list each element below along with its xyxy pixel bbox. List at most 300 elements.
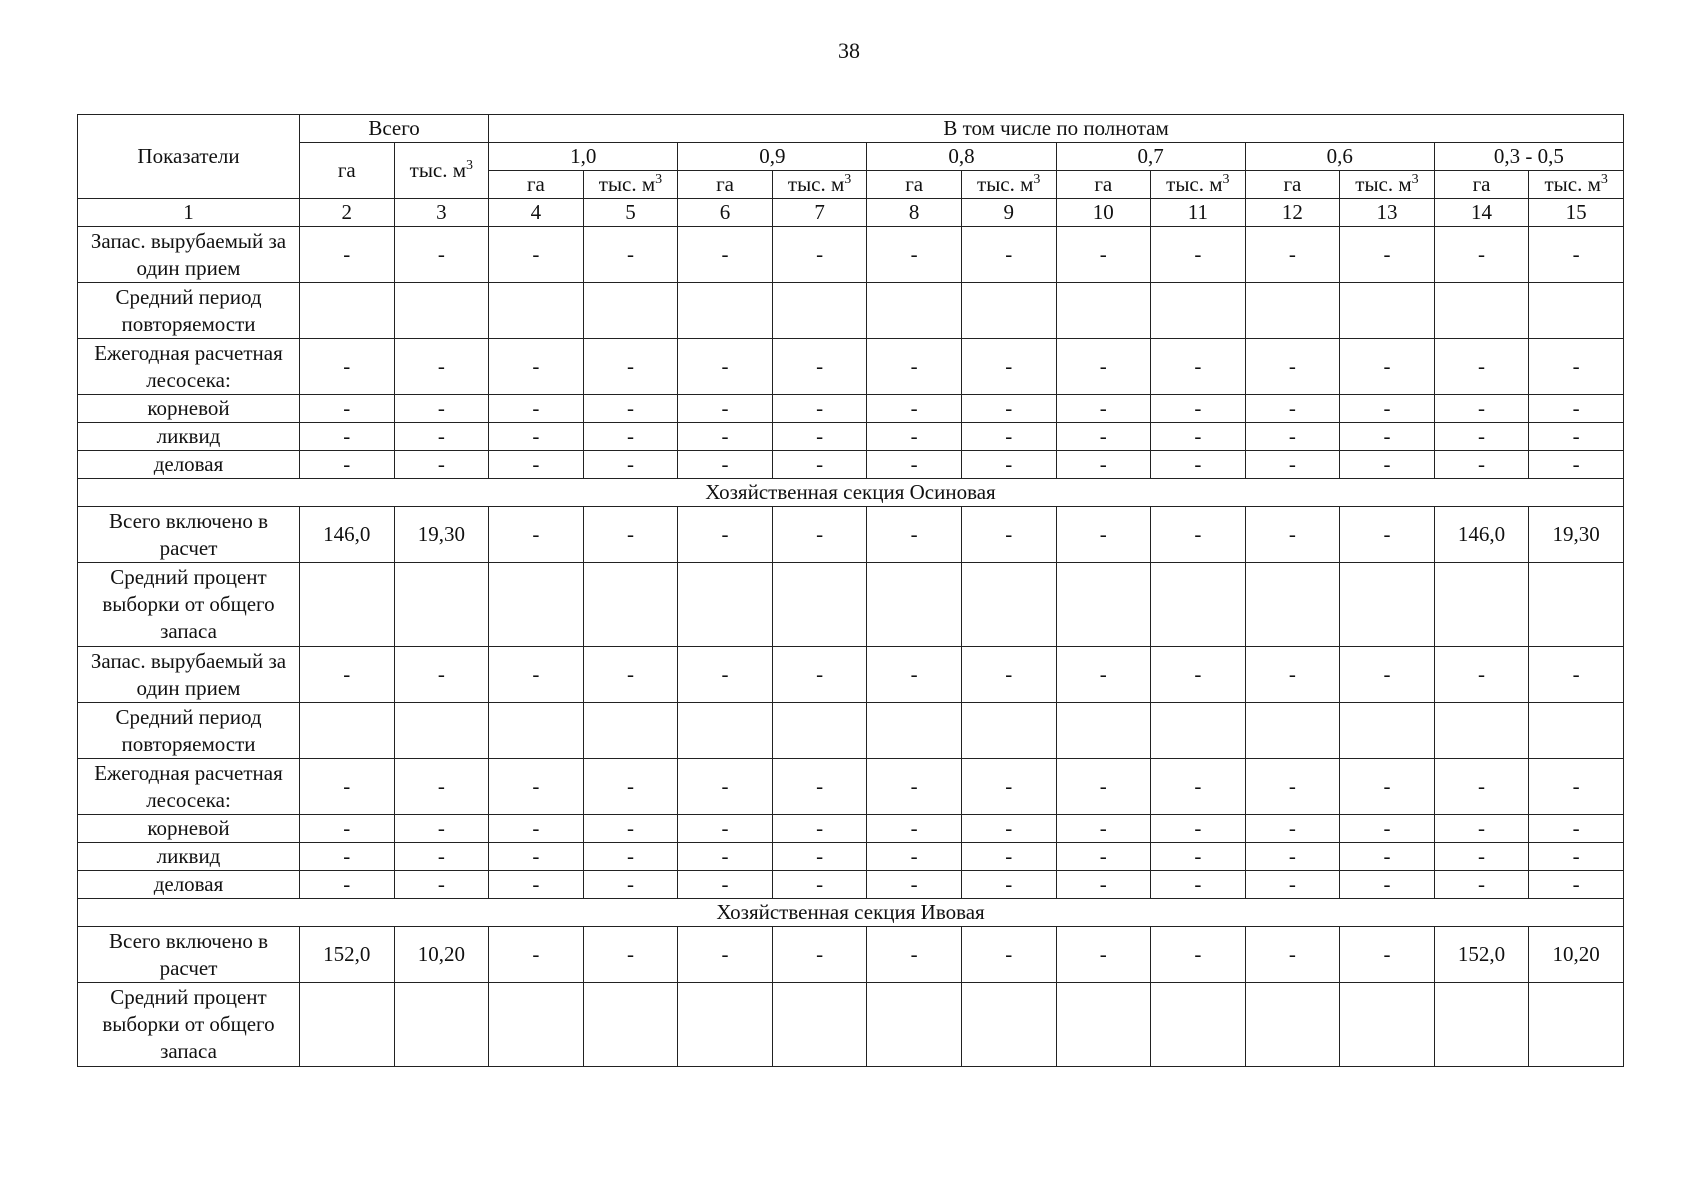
table-row [78, 507, 1624, 563]
table-cell: - [583, 451, 678, 479]
column-number: 15 [1529, 199, 1624, 227]
table-cell: - [961, 423, 1056, 451]
page-number: 38 [838, 38, 860, 63]
table-cell [300, 703, 395, 759]
table-cell: - [961, 227, 1056, 283]
header-density-3-volume: тыс. $м^3$ [961, 171, 1056, 199]
header-density-1-ha: га [489, 171, 584, 199]
table-cell: - [1245, 871, 1340, 899]
table-cell: - [1056, 647, 1151, 703]
table-cell: - [867, 759, 962, 815]
table-cell: - [772, 423, 867, 451]
table-cell: - [678, 507, 773, 563]
table-cell: - [489, 451, 584, 479]
table-cell: - [1151, 927, 1246, 983]
table-row [78, 927, 1624, 983]
table-cell: - [394, 759, 489, 815]
table-cell: - [583, 507, 678, 563]
table-cell: - [1340, 339, 1435, 395]
table-cell: - [394, 339, 489, 395]
table-cell: - [772, 507, 867, 563]
table-cell [1340, 983, 1435, 1067]
table-cell: - [394, 451, 489, 479]
table-cell: - [1151, 871, 1246, 899]
table-cell [394, 283, 489, 339]
column-number: 11 [1151, 199, 1246, 227]
header-row-2 [78, 143, 1624, 171]
column-number: 14 [1434, 199, 1529, 227]
row-label: Запас. вырубаемый за один прием [78, 647, 300, 703]
table-cell: - [300, 451, 395, 479]
table-cell: - [1434, 451, 1529, 479]
table-cell: - [772, 759, 867, 815]
table-cell: - [583, 339, 678, 395]
table-cell [583, 703, 678, 759]
table-cell [678, 703, 773, 759]
table-cell: - [1529, 647, 1624, 703]
row-label: деловая [78, 871, 300, 899]
column-number: 9 [961, 199, 1056, 227]
table-cell: - [678, 843, 773, 871]
table-cell [1434, 283, 1529, 339]
table-cell: - [1056, 759, 1151, 815]
table-cell [394, 563, 489, 647]
table-cell [583, 563, 678, 647]
table-cell: - [1340, 507, 1435, 563]
table-cell: - [867, 647, 962, 703]
table-cell [867, 703, 962, 759]
column-number: 7 [772, 199, 867, 227]
table-cell: - [678, 395, 773, 423]
header-density-2-ha: га [678, 171, 773, 199]
table-cell: - [1151, 227, 1246, 283]
table-cell [583, 283, 678, 339]
table-cell: - [867, 395, 962, 423]
table-cell: - [1245, 395, 1340, 423]
table-cell: - [489, 815, 584, 843]
table-cell: - [1151, 451, 1246, 479]
header-density-4: 0,7 [1056, 143, 1245, 171]
table-cell [1340, 703, 1435, 759]
table-cell: - [961, 339, 1056, 395]
table-cell [1056, 283, 1151, 339]
table-cell: - [1340, 227, 1435, 283]
table-cell: - [867, 227, 962, 283]
column-number: 8 [867, 199, 962, 227]
table-cell: 10,20 [1529, 927, 1624, 983]
table-cell: - [1151, 759, 1246, 815]
table-cell: - [1151, 843, 1246, 871]
table-row [78, 283, 1624, 339]
table-cell: - [1056, 339, 1151, 395]
table-cell: - [394, 871, 489, 899]
table-cell: - [489, 759, 584, 815]
row-label: Средний период повторяемости [78, 703, 300, 759]
table-cell: - [1245, 507, 1340, 563]
table-cell [1245, 283, 1340, 339]
header-density-6-ha: га [1434, 171, 1529, 199]
table-row [78, 227, 1624, 283]
table-cell [489, 283, 584, 339]
table-cell: - [1151, 647, 1246, 703]
table-row [78, 815, 1624, 843]
table-cell [1151, 283, 1246, 339]
row-label: Всего включено в расчет [78, 507, 300, 563]
table-cell [867, 563, 962, 647]
table-cell: - [1434, 815, 1529, 843]
table-cell: - [1340, 423, 1435, 451]
table-cell: - [678, 871, 773, 899]
header-density-6-volume: тыс. $м^3$ [1529, 171, 1624, 199]
header-density-3: 0,8 [867, 143, 1056, 171]
table-cell: - [678, 815, 773, 843]
header-density-5-volume: тыс. $м^3$ [1340, 171, 1435, 199]
table-cell: - [1529, 815, 1624, 843]
header-density-3-ha: га [867, 171, 962, 199]
table-cell: 146,0 [1434, 507, 1529, 563]
table-cell: - [1434, 227, 1529, 283]
header-density-1: 1,0 [489, 143, 678, 171]
header-by-density: В том числе по полнотам [489, 115, 1624, 143]
table-cell [1434, 983, 1529, 1067]
table-cell: - [961, 871, 1056, 899]
table-cell: - [1245, 843, 1340, 871]
table-cell: - [867, 927, 962, 983]
table-cell: - [772, 647, 867, 703]
table-cell: - [678, 227, 773, 283]
table-cell: - [1340, 843, 1435, 871]
table-cell: - [489, 227, 584, 283]
row-label: Средний период повторяемости [78, 283, 300, 339]
table-cell: - [1340, 927, 1435, 983]
table-cell: - [300, 647, 395, 703]
table-cell: - [583, 395, 678, 423]
table-cell [1151, 703, 1246, 759]
table-cell: - [394, 815, 489, 843]
table-cell [489, 563, 584, 647]
table-cell: - [583, 927, 678, 983]
header-density-5: 0,6 [1245, 143, 1434, 171]
table-cell [394, 983, 489, 1067]
column-number: 13 [1340, 199, 1435, 227]
table-cell: - [961, 759, 1056, 815]
table-cell: - [1529, 759, 1624, 815]
row-label: Средний процент выборки от общего запаса [78, 983, 300, 1067]
table-cell: - [772, 871, 867, 899]
table-cell: - [961, 647, 1056, 703]
table-cell: - [1056, 927, 1151, 983]
table-cell: - [1245, 423, 1340, 451]
table-cell: - [772, 395, 867, 423]
table-row [78, 703, 1624, 759]
column-number: 5 [583, 199, 678, 227]
row-label: Средний процент выборки от общего запаса [78, 563, 300, 647]
header-density-6: 0,3 - 0,5 [1434, 143, 1623, 171]
table-cell: - [867, 423, 962, 451]
section-row [78, 479, 1624, 507]
header-density-2-volume: тыс. $м^3$ [772, 171, 867, 199]
table-cell [1340, 563, 1435, 647]
row-label: корневой [78, 395, 300, 423]
table-row [78, 843, 1624, 871]
table-cell [300, 563, 395, 647]
table-cell: - [300, 843, 395, 871]
section-row [78, 899, 1624, 927]
table-cell: - [489, 843, 584, 871]
table-cell: - [1340, 815, 1435, 843]
table-cell: - [1340, 759, 1435, 815]
header-column-numbers-row [78, 199, 1624, 227]
table-cell: 146,0 [300, 507, 395, 563]
table-row [78, 983, 1624, 1067]
table-cell: - [1340, 395, 1435, 423]
table-cell: - [1529, 227, 1624, 283]
table-cell: - [489, 927, 584, 983]
table-cell [1529, 563, 1624, 647]
table-cell [1434, 703, 1529, 759]
table-cell: - [583, 871, 678, 899]
header-density-1-volume: тыс. $м^3$ [583, 171, 678, 199]
table-cell: - [583, 843, 678, 871]
table-cell: - [394, 647, 489, 703]
table-cell: - [583, 647, 678, 703]
table-cell [772, 983, 867, 1067]
table-cell: - [1245, 759, 1340, 815]
table-cell: - [1056, 423, 1151, 451]
table-body [78, 115, 1624, 1067]
table-cell [300, 283, 395, 339]
table-cell: - [1529, 843, 1624, 871]
table-cell: - [1245, 339, 1340, 395]
table-cell: - [300, 423, 395, 451]
table-cell: - [678, 647, 773, 703]
table-cell [394, 703, 489, 759]
section-title: Хозяйственная секция Осиновая [78, 479, 1624, 507]
table-cell: - [961, 815, 1056, 843]
table-cell [1056, 983, 1151, 1067]
table-cell: - [394, 843, 489, 871]
table-cell: - [1529, 871, 1624, 899]
table-cell: - [1151, 815, 1246, 843]
table-cell: - [583, 227, 678, 283]
table-cell: - [583, 423, 678, 451]
table-cell: - [867, 843, 962, 871]
table-cell: - [772, 815, 867, 843]
table-cell [961, 283, 1056, 339]
table-cell: - [1434, 759, 1529, 815]
table-cell: - [1056, 227, 1151, 283]
table-cell: - [1151, 395, 1246, 423]
table-cell [583, 983, 678, 1067]
table-cell [961, 703, 1056, 759]
table-row [78, 423, 1624, 451]
table-cell: - [867, 815, 962, 843]
table-cell [961, 983, 1056, 1067]
header-indicators: Показатели [78, 115, 300, 199]
table-cell: - [300, 339, 395, 395]
row-label: Запас. вырубаемый за один прием [78, 227, 300, 283]
table-cell: - [772, 339, 867, 395]
table-cell: - [1056, 871, 1151, 899]
column-number: 2 [300, 199, 395, 227]
row-label: Ежегодная расчетная лесосека: [78, 759, 300, 815]
table-row [78, 339, 1624, 395]
table-cell: - [1056, 451, 1151, 479]
table-cell [1245, 563, 1340, 647]
table-row [78, 563, 1624, 647]
table-cell: - [489, 395, 584, 423]
table-row [78, 451, 1624, 479]
table-cell: - [1151, 423, 1246, 451]
table-cell: - [678, 927, 773, 983]
table-cell [1434, 563, 1529, 647]
table-cell [1529, 703, 1624, 759]
table-cell: - [772, 927, 867, 983]
table-cell: - [583, 759, 678, 815]
forest-table [77, 114, 1624, 1067]
table-cell [1245, 983, 1340, 1067]
table-cell: - [489, 507, 584, 563]
table-cell [1529, 283, 1624, 339]
table-cell: - [394, 395, 489, 423]
table-cell [961, 563, 1056, 647]
table-row [78, 395, 1624, 423]
table-cell [678, 983, 773, 1067]
table-cell [772, 703, 867, 759]
row-label: Всего включено в расчет [78, 927, 300, 983]
table-cell [1151, 983, 1246, 1067]
table-cell: - [867, 507, 962, 563]
table-cell [489, 983, 584, 1067]
table-row [78, 647, 1624, 703]
table-cell: - [489, 871, 584, 899]
table-cell [1529, 983, 1624, 1067]
row-label: деловая [78, 451, 300, 479]
table-cell: - [300, 815, 395, 843]
table-cell: - [678, 423, 773, 451]
table-cell: - [961, 927, 1056, 983]
table-cell [489, 703, 584, 759]
table-cell: - [772, 451, 867, 479]
section-title: Хозяйственная секция Ивовая [78, 899, 1624, 927]
table-cell [772, 283, 867, 339]
row-label: ликвид [78, 423, 300, 451]
table-cell [678, 563, 773, 647]
table-cell [1340, 283, 1435, 339]
table-cell: - [961, 395, 1056, 423]
row-label: Ежегодная расчетная лесосека: [78, 339, 300, 395]
table-cell [678, 283, 773, 339]
table-cell [867, 983, 962, 1067]
table-cell: 19,30 [394, 507, 489, 563]
table-cell [1245, 703, 1340, 759]
table-cell [867, 283, 962, 339]
table-cell: 19,30 [1529, 507, 1624, 563]
table-row [78, 871, 1624, 899]
column-number: 1 [78, 199, 300, 227]
table-cell: - [1340, 871, 1435, 899]
column-number: 4 [489, 199, 584, 227]
table-cell [1056, 703, 1151, 759]
table-cell [300, 983, 395, 1067]
table-cell: - [1245, 451, 1340, 479]
table-cell: - [1529, 339, 1624, 395]
table-cell: - [1151, 507, 1246, 563]
header-total: Всего [300, 115, 489, 143]
column-number: 12 [1245, 199, 1340, 227]
table-cell: - [678, 451, 773, 479]
table-cell: - [1056, 395, 1151, 423]
header-density-5-ha: га [1245, 171, 1340, 199]
row-label: корневой [78, 815, 300, 843]
row-label: ликвид [78, 843, 300, 871]
table-cell: - [1056, 815, 1151, 843]
header-row-1 [78, 115, 1624, 143]
table-cell: - [583, 815, 678, 843]
table-cell: 152,0 [300, 927, 395, 983]
table-cell: - [300, 759, 395, 815]
header-density-4-volume: тыс. $м^3$ [1151, 171, 1246, 199]
table-cell: - [1056, 507, 1151, 563]
table-cell: - [867, 871, 962, 899]
table-cell [772, 563, 867, 647]
column-number: 3 [394, 199, 489, 227]
table-cell: - [867, 339, 962, 395]
table-cell: - [300, 395, 395, 423]
table-cell: - [961, 451, 1056, 479]
table-cell: - [867, 451, 962, 479]
table-cell: - [961, 507, 1056, 563]
table-cell: - [489, 339, 584, 395]
column-number: 10 [1056, 199, 1151, 227]
table-cell [1151, 563, 1246, 647]
table-cell: - [1434, 871, 1529, 899]
table-cell: - [394, 227, 489, 283]
table-cell: - [1434, 423, 1529, 451]
table-cell: - [1056, 843, 1151, 871]
table-cell: - [489, 423, 584, 451]
header-density-4-ha: га [1056, 171, 1151, 199]
table-cell: - [772, 843, 867, 871]
table-cell: - [1434, 647, 1529, 703]
table-cell: 10,20 [394, 927, 489, 983]
table-cell: - [1340, 647, 1435, 703]
table-row [78, 759, 1624, 815]
table-cell: - [1245, 227, 1340, 283]
table-cell: - [300, 227, 395, 283]
table-cell: - [1151, 339, 1246, 395]
header-total-ha: га [300, 143, 395, 199]
table-cell: - [1434, 339, 1529, 395]
table-cell: - [300, 871, 395, 899]
table-cell: - [1434, 843, 1529, 871]
table-cell: - [1529, 423, 1624, 451]
table-cell: - [1245, 815, 1340, 843]
table-cell: - [1245, 647, 1340, 703]
header-total-volume: тыс. $м^3$ [394, 143, 489, 199]
table-cell: - [678, 339, 773, 395]
header-density-2: 0,9 [678, 143, 867, 171]
table-cell: - [1529, 395, 1624, 423]
table-cell: - [489, 647, 584, 703]
table-cell: 152,0 [1434, 927, 1529, 983]
column-number: 6 [678, 199, 773, 227]
table-cell: - [1434, 395, 1529, 423]
table-cell: - [1245, 927, 1340, 983]
table-cell: - [1340, 451, 1435, 479]
table-cell: - [678, 759, 773, 815]
table-cell: - [394, 423, 489, 451]
